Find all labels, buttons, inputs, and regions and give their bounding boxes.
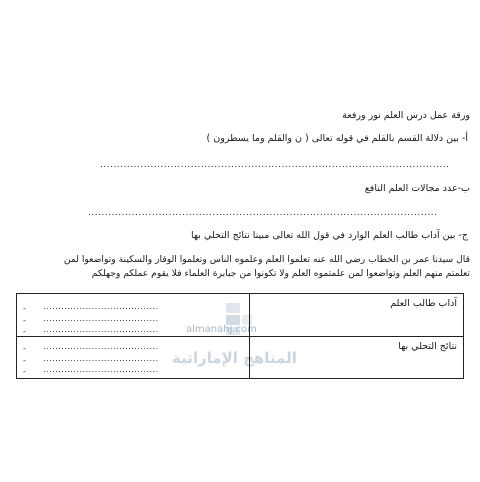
answer-dots-r1-3: ...................................... xyxy=(43,325,159,334)
bullet-dash: - xyxy=(23,367,26,376)
watermark-url: almanahj.com xyxy=(186,324,257,335)
quote-line-2: تعلمتم منهم العلم وتواضعوا لمن علمتموه العلم ولا تكونوا من جبابرة العلماء فلا يقوم عملكم وجهلكم xyxy=(91,268,470,279)
quote-line-1: قال سيدنا عمر بن الخطاب رضي الله عنه تعلموا العلم وعلموه الناس وتعلموا الوقار والسكينة وتواضعوا لمن xyxy=(63,254,470,265)
answer-line-a: ........................................................................................................ xyxy=(100,160,450,170)
table-divider-horizontal xyxy=(17,336,463,337)
answer-dots-r2-1: ...................................... xyxy=(43,342,159,351)
answer-dots-r2-2: ...................................... xyxy=(43,354,159,363)
question-b: ب-عدد مجالات العلم النافع xyxy=(364,183,470,194)
table-label-results: نتائج التحلي بها xyxy=(398,341,457,352)
bullet-dash: - xyxy=(23,304,26,313)
table-label-etiquette: آداب طالب العلم xyxy=(390,298,457,309)
answer-dots-r2-3: ...................................... xyxy=(43,365,159,374)
bullet-dash: - xyxy=(23,327,26,336)
question-c: ج- بين آداب طالب العلم الوارد في قول الله تعالى مبينا نتائج التحلي بها xyxy=(191,230,468,241)
bullet-dash: - xyxy=(23,356,26,365)
bullet-dash: - xyxy=(23,316,26,325)
answer-dots-r1-1: ...................................... xyxy=(43,302,159,311)
worksheet-title: ورقة عمل درس العلم نور ورفعة xyxy=(342,110,470,121)
watermark-name: المناهج الإماراتية xyxy=(172,349,297,367)
answer-line-b: ........................................................................................................ xyxy=(88,208,438,218)
answer-dots-r1-2: ...................................... xyxy=(43,314,159,323)
answer-table xyxy=(16,293,464,379)
bullet-dash: - xyxy=(23,344,26,353)
question-a: أ- بين دلالة القسم بالقلم في قوله تعالى ( ن والقلم وما يسطرون ) xyxy=(206,133,468,144)
